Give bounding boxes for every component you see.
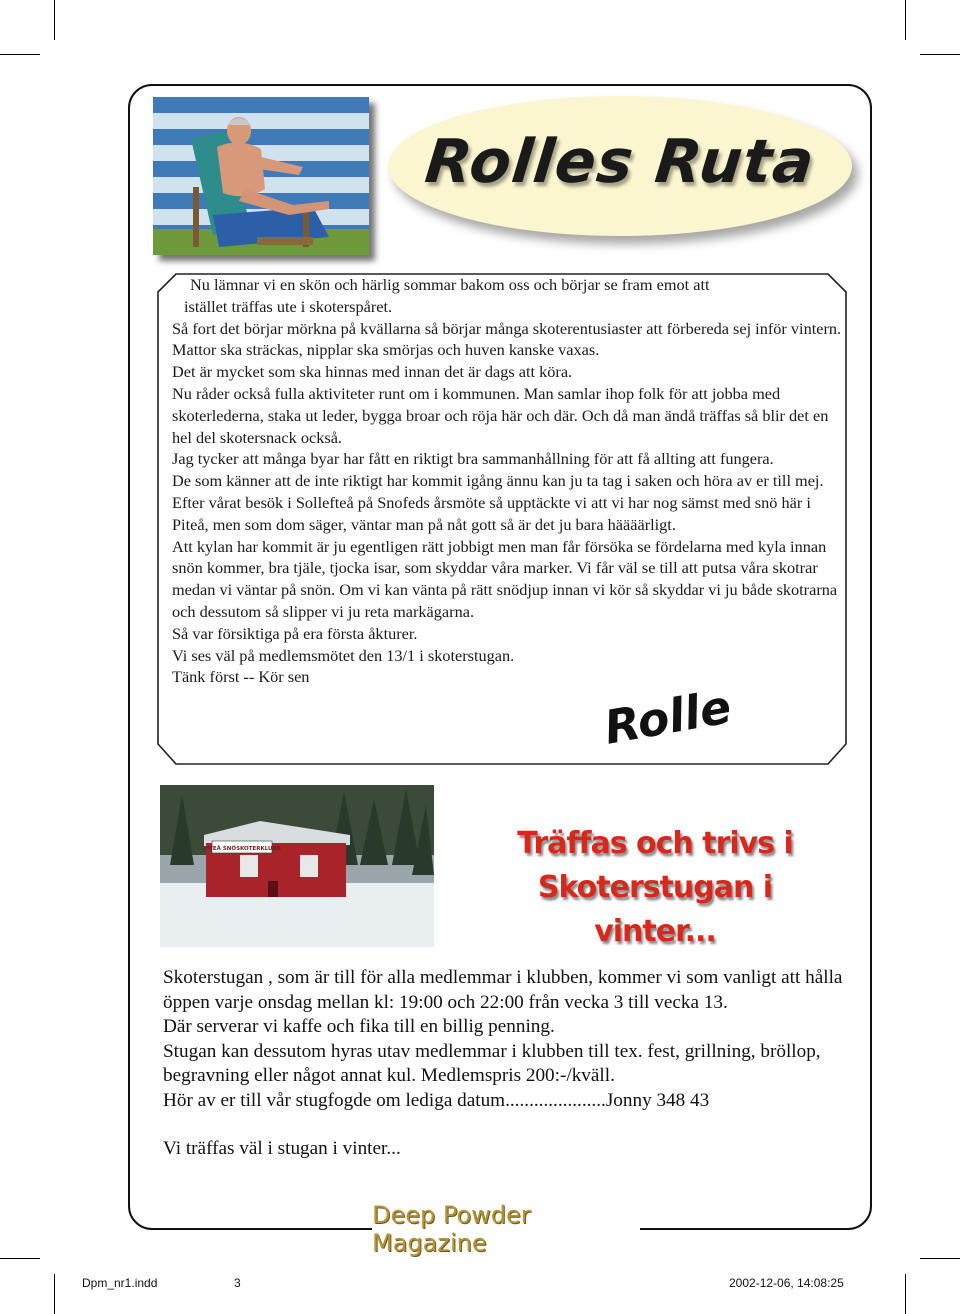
promo-paragraph: Vi träffas väl i stugan i vinter... <box>163 1138 401 1159</box>
sunbathing-illustration <box>153 97 369 255</box>
crop-mark <box>0 54 40 55</box>
signature: Rolle <box>600 679 736 755</box>
crop-mark <box>0 1258 40 1259</box>
cabin-sign: PITEÅ SNÖSKOTERKLUBB <box>203 846 281 852</box>
article-paragraph: Nu råder också fulla aktiviteter runt om i kommunen. Man samlar ihop folk för att jobba med skoterlederna, staka ut leder, bygga broar och röja här och där. Och då man ändå träffas så blir det en hel del skotersnack också. <box>172 383 829 447</box>
article-body <box>172 274 844 688</box>
slug-file: Dpm_nr1.indd <box>82 1276 158 1290</box>
slug-timestamp: 2002-12-06, 14:08:25 <box>729 1276 844 1290</box>
crop-mark <box>54 0 55 40</box>
article-paragraph: Att kylan har kommit är ju egentligen rätt jobbigt men man får försöka se fördelarna med kyla innan snön kommer, bra tjäle, tjocka isar, som skyddar våra marker. Vi får väl se till att putsa våra skotrar medan vi väntar på snön. Om vi kan vänta på rätt snödjup innan vi kör så skyddar vi ju både skotrarna och dessutom så slipper vi ju reta markägarna. <box>172 536 838 621</box>
article-paragraph: istället träffas ute i skoterspåret. <box>184 296 393 316</box>
page-title: Rolles Ruta <box>421 127 819 197</box>
promo-headline-line2: Skoterstugan i vinter... <box>537 870 773 949</box>
promo-body <box>163 966 863 1162</box>
magazine-logo: Deep Powder Magazine <box>372 1212 640 1246</box>
article-paragraph: De som känner att de inte riktigt har kommit igång ännu kan ju ta tag i saken och höra av er till mej. <box>172 471 824 491</box>
cabin-illustration <box>160 785 434 947</box>
promo-paragraph: Skoterstugan , som är till för alla medlemmar i klubben, kommer vi som vanligt att hålla öppen varje onsdag mellan kl: 19:00 och 22:00 från vecka 3 till vecka 13. <box>163 967 843 1013</box>
crop-mark <box>920 54 960 55</box>
cabin-photo <box>160 785 434 947</box>
promo-paragraph: Där serverar vi kaffe och fika till en billig penning. <box>163 1016 555 1037</box>
article-paragraph: Så fort det börjar mörkna på kvällarna så börjar många skoterentusiaster att förbereda sej inför vintern. Mattor ska sträckas, nipplar ska smörjas och huven kanske vaxas. <box>172 318 842 360</box>
article-paragraph: Jag tycker att många byar har fått en riktigt bra sammanhållning för att få allting att fungera. <box>172 449 774 469</box>
crop-mark <box>54 1274 55 1314</box>
article-paragraph: Tänk först -- Kör sen <box>172 667 310 687</box>
article-paragraph: Så var försiktiga på era första åkturer. <box>172 623 418 643</box>
article-paragraph: Efter vårat besök i Sollefteå på Snofeds årsmöte så upptäckte vi att vi har nog sämst med snö här i Piteå, men som dom säger, väntar man på nåt gott så är det ju bara häääärligt. <box>172 492 811 534</box>
crop-mark <box>905 1274 906 1314</box>
promo-paragraph: Stugan kan dessutom hyras utav medlemmar i klubben till tex. fest, grillning, bröllop, begravning eller något annat kul. Medlemspris 200:-/kväll. <box>163 1040 821 1086</box>
promo-headline <box>490 822 820 954</box>
promo-paragraph: Hör av er till vår stugfogde om lediga datum.....................Jonny 348 43 <box>163 1089 710 1111</box>
crop-mark <box>920 1258 960 1259</box>
sunbathing-photo <box>153 97 369 255</box>
promo-headline-line1: Träffas och trivs i <box>517 826 793 861</box>
slug-page: 3 <box>234 1276 241 1290</box>
article-paragraph: Det är mycket som ska hinnas med innan det är dags att köra. <box>172 362 573 382</box>
article-paragraph: Nu lämnar vi en skön och härlig sommar bakom oss och börjar se fram emot att <box>190 275 710 294</box>
crop-mark <box>905 0 906 40</box>
article-paragraph: Vi ses väl på medlemsmötet den 13/1 i skoterstugan. <box>172 645 515 665</box>
